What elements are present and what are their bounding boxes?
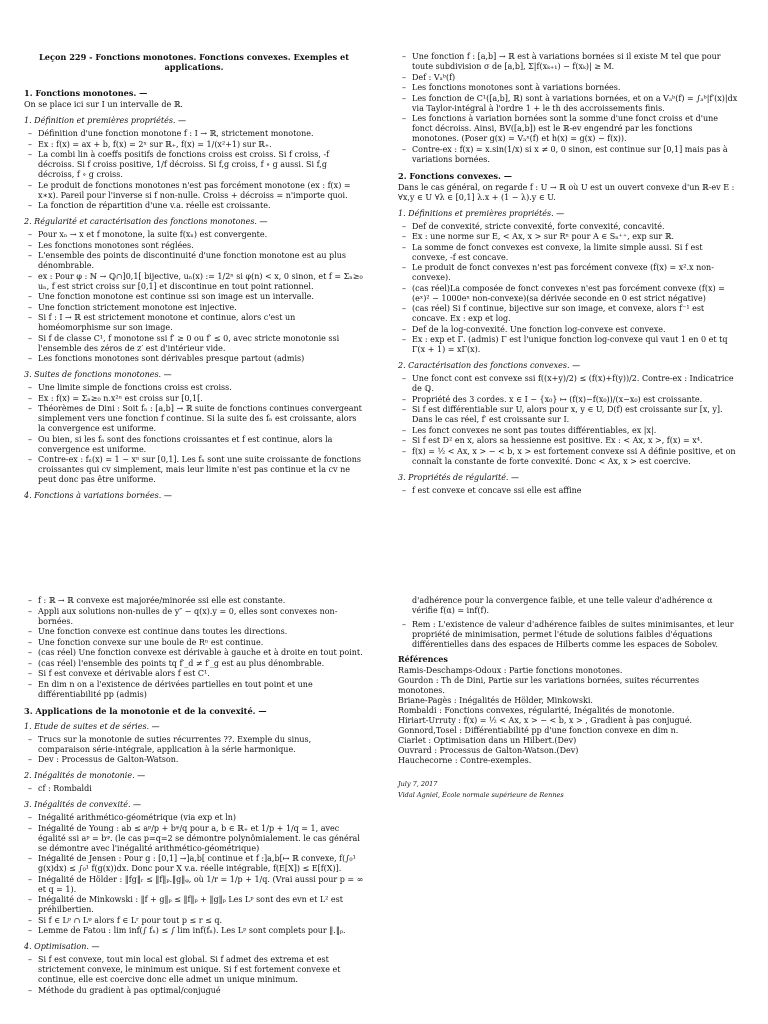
list-item: – (cas réel)La composée de fonct convexes n'est pas forcément convexe (f(x) = (eˣ)² − 1000eˣ non-convexe)(sa dérivée seconde en 0 est strict négative) <box>412 284 738 304</box>
list-item: – Def de la log-convexité. Une fonction log-convexe est convexe. <box>412 325 738 335</box>
bullet-list <box>398 620 738 650</box>
left-column-bottom <box>24 596 364 996</box>
reference-item: Gourdon : Th de Dini, Partie sur les variations bornées, suites récurrentes monotones. <box>398 676 700 695</box>
list-item: – Si f de classe C¹, f monotone ssi f′ ≥ 0 ou f′ ≤ 0, avec stricte monotonie ssi l'ensemble des zéros de z′ est d'intérieur vide. <box>38 334 364 354</box>
bullet-list <box>24 784 364 794</box>
list-item: – Les fonction de C¹([a,b], ℝ) sont à variations bornées, et on a Vₐᵇ(f) = ∫ₐᵇ|f′(x)|dx via Taylor-intégral à l'ordre 1 + le th des accroissements finis. <box>412 94 738 114</box>
list-item: – Dev : Processus de Galton-Watson. <box>38 755 364 765</box>
list-item: – Def de convexité, stricte convexité, forte convexité, concavité. <box>412 222 738 232</box>
list-item: – Une fonction f : [a,b] → ℝ est à variations bornées si il existe M tel que pour toute subdivision σ de [a,b], Σ|f(xₖ₊₁) − f(xₖ)| ≥ M. <box>412 52 738 72</box>
bullet-list <box>24 955 364 996</box>
list-item: – Si f est D² en x, alors sa hessienne est positive. Ex : < Ax, x >, f(x) = x⁴. <box>412 436 738 446</box>
list-item: – (cas réel) l'ensemble des points tq f′_d ≠ f′_g est au plus dénombrable. <box>38 659 364 669</box>
list-item: – Propriété des 3 cordes. x ∈ I − {x₀} ↦ (f(x)−f(x₀))/(x−x₀) est croissante. <box>412 395 738 405</box>
list-item: – Les fonct convexes ne sont pas toutes différentiables, ex |x|. <box>412 426 738 436</box>
list-item: – Pour xₙ → x et f monotone, la suite f(xₙ) est convergente. <box>38 230 364 240</box>
subsection-heading: 4. Fonctions à variations bornées. — <box>24 491 172 500</box>
list-item: – f est convexe et concave ssi elle est affine <box>412 486 738 496</box>
list-item: – Ex : f(x) = ax + b, f(x) = 2ˣ sur ℝ₊, f(x) = 1/(x²+1) sur ℝ₊. <box>38 140 364 150</box>
reference-item: Ramis-Deschamps-Odoux : Partie fonctions monotones. <box>398 666 623 675</box>
bullet-list <box>398 374 738 467</box>
subsection-heading: 2. Régularité et caractérisation des fonctions monotones. — <box>24 217 268 226</box>
bullet-list <box>24 813 364 936</box>
section-intro: On se place ici sur I un intervalle de ℝ. <box>24 100 183 109</box>
section-heading: 1. Fonctions monotones. — <box>24 88 148 98</box>
list-item: – Définition d'une fonction monotone f : I → ℝ, strictement monotone. <box>38 129 364 139</box>
list-item: – Si f : I → ℝ est strictement monotone et continue, alors c'est un homéomorphisme sur son image. <box>38 313 364 333</box>
list-item: – Les fonctions monotones sont dérivables presque partout (admis) <box>38 354 364 364</box>
reference-item: Hiriart-Urruty : f(x) = ½ < Ax, x > − < b, x > , Gradient à pas conjugué. <box>398 716 693 725</box>
list-item: – Si f est convexe et dérivable alors f est C¹. <box>38 669 364 679</box>
right-column-bottom <box>398 596 738 800</box>
list-item: – ex : Pour φ : ℕ → ℚ∩]0,1[ bijective, uₙ(x) := 1/2ⁿ si φ(n) < x, 0 sinon, et f = Σₙ≥₀ uₙ, f est strict croiss sur [0,1] et discontinue en tout point rationnel. <box>38 272 364 292</box>
list-item: – (cas réel) Une fonction convexe est dérivable à gauche et à droite en tout point. <box>38 648 364 658</box>
list-item: – Contre-ex : fₙ(x) = 1 − xⁿ sur [0,1]. Les fₙ sont une suite croissante de fonctions croissantes qui cv simplement, mais leur limite n'est pas continue et la cv ne peut donc pas être uniforme. <box>38 455 364 485</box>
list-item: – Les fonctions monotones sont à variations bornées. <box>412 83 738 93</box>
list-item: – Inégalité de Young : ab ≤ aᵖ/p + bᵠ/q pour a, b ∈ ℝ₊ et 1/p + 1/q = 1, avec égalité ssi aᵖ = bᵠ. (le cas p=q=2 se démontre polynômialement. le cas général se démontre avec l'inégalité arithmético-géométrique) <box>38 824 364 854</box>
list-item: – Ex : une norme sur E, < Ax, x > sur Rⁿ pour A ∈ Sₙ⁺⁺, exp sur ℝ. <box>412 232 738 242</box>
list-item: – f : ℝ → ℝ convexe est majorée/minorée ssi elle est constante. <box>38 596 364 606</box>
subsection-heading: 3. Inégalités de convexité. — <box>24 800 142 809</box>
continued-text: d'adhérence pour la convergence faible, et une telle valeur d'adhérence α vérifie f(α) = inf(f). <box>412 596 713 615</box>
list-item: – Rem : L'existence de valeur d'adhérence faibles de suites minimisantes, et leur propriété de minimisation, permet l'étude de solutions faibles d'équations différentielles dans des espaces de Hilberts comme les espaces de Sobolev. <box>412 620 738 650</box>
list-item: – Le produit de fonctions monotones n'est pas forcément monotone (ex : f(x) = x∗x). Pareil pour l'inverse si f non-nulle. Croiss + décroiss = n'importe quoi. <box>38 181 364 201</box>
list-item: – La combi lin à coeffs positifs de fonctions croiss est croiss. Si f croiss, -f décroiss. Si f croiss positive, 1/f décroiss. Si f,g croiss, f ∘ g aussi. Si f,g décroiss, f ∘ g croiss. <box>38 150 364 180</box>
reference-item: Gonnord,Tosel : Différentiabilité pp d'une fonction convexe en dim n. <box>398 726 679 735</box>
list-item: – Théorèmes de Dini : Soit fₙ : [a,b] → ℝ suite de fonctions continues convergeant simplement vers une fonction f continue. Si la suite des fₙ est croissante, alors la convergence est uniforme. <box>38 404 364 434</box>
references-heading: Références <box>398 654 448 664</box>
subsection-heading: 3. Suites de fonctions monotones. — <box>24 370 172 379</box>
list-item: – Trucs sur la monotonie de suties récurrentes ??. Exemple du sinus, comparaison série-intégrale, application à la série harmonique. <box>38 735 364 755</box>
list-item: – Le produit de fonct convexes n'est pas forcément convexe (f(x) = x².x non-convexe). <box>412 263 738 283</box>
list-item: – Une limite simple de fonctions croiss est croiss. <box>38 383 364 393</box>
list-item: – Les fonctions à variation bornées sont la somme d'une fonct croiss et d'une fonct décroiss. Ainsi, BV([a,b]) est le ℝ-ev engendré par les fonctions monotones. (Poser g(x) = Vₐˣ(f) et h(x) = g(x) − f(x)). <box>412 114 738 144</box>
bullet-list <box>24 383 364 485</box>
list-item: – En dim n on a l'existence de dérivées partielles en tout point et une différentiabilité pp (admis) <box>38 680 364 700</box>
list-item: – Inégalité de Hölder : ‖fg‖ᵣ ≤ ‖f‖ₚ.‖g‖ᵩ, où 1/r = 1/p + 1/q. (Vrai aussi pour p = ∞ et q = 1). <box>38 875 364 895</box>
bullet-list <box>398 52 738 165</box>
list-item: – Inégalité arithmético-géométrique (via exp et ln) <box>38 813 364 823</box>
list-item: – La somme de fonct convexes est convexe, la limite simple aussi. Si f est convexe, -f est concave. <box>412 243 738 263</box>
bullet-list <box>398 486 738 496</box>
bullet-list <box>24 735 364 766</box>
list-item: – Inégalité de Minkowski : ‖f + g‖ₚ ≤ ‖f‖ₚ + ‖g‖ₚ Les Lᵖ sont des evn et L² est préhilbertien. <box>38 895 364 915</box>
section-heading: 3. Applications de la monotonie et de la convexité. — <box>24 705 267 716</box>
section-heading: 2. Fonctions convexes. — <box>398 170 512 181</box>
section-monotone-functions <box>24 82 364 504</box>
subsection-heading: 1. Définitions et premières propriétés. — <box>398 208 565 218</box>
list-item: – Ex : exp et Γ. (admis) Γ est l'unique fonction log-convexe qui vaut 1 en 0 et tq Γ(x + 1) = xΓ(x). <box>412 335 738 355</box>
document-author: Vidal Agniel, École normale supérieure de Rennes <box>398 791 564 799</box>
bullet-list <box>24 129 364 211</box>
list-item: – Une fonct cont est convexe ssi f((x+y)/2) ≤ (f(x)+f(y))/2. Contre-ex : Indicatrice de ℚ. <box>412 374 738 394</box>
list-item: – Def : Vₐᵇ(f) <box>412 73 738 83</box>
list-item: – Ou bien, si les fₙ sont des fonctions croissantes et f est continue, alors la convergence est uniforme. <box>38 435 364 455</box>
list-item: – f(x) = ½ < Ax, x > − < b, x > est fortement convexe ssi A définie positive, et on connaît la constante de forte convexité. Donc < Ax, x > est coercive. <box>412 447 738 467</box>
bullet-list <box>398 222 738 356</box>
list-item: – cf : Rombaldi <box>38 784 364 794</box>
subsection-heading: 2. Caractérisation des fonctions convexes. — <box>398 361 581 370</box>
reference-item: Hauchecorne : Contre-exemples. <box>398 756 532 765</box>
list-item: – Ex : f(x) = Σₙ≥₀ n.x²ⁿ est croiss sur [0,1[. <box>38 394 364 404</box>
list-item: – Une fonction convexe sur une boule de Rⁿ est continue. <box>38 638 364 648</box>
list-item: – Lemme de Fatou : lim inf(∫ fₙ) ≤ ∫ lim inf(fₙ). Les Lᵖ sont complets pour ‖.‖ₚ. <box>38 926 364 936</box>
reference-item: Ciarlet : Optimisation dans un Hilbert.(Dev) <box>398 736 577 745</box>
list-item: – Si f est différentiable sur U, alors pour x, y ∈ U, D(f) est croissante sur [x, y]. Dans le cas réel, f′ est croissante sur I. <box>412 405 738 425</box>
document-date: July 7, 2017 <box>398 780 438 788</box>
list-item: – Inégalité de Jensen : Pour g : [0,1] →]a,b[ continue et f :]a,b[↦ ℝ convexe, f(∫₀¹ g(x)dx) ≤ ∫₀¹ f(g(x))dx. Donc pour X v.a. réelle intégrable, f(E[X]) ≤ E[f(X)]. <box>38 854 364 874</box>
reference-item: Ouvrard : Processus de Galton-Watson.(Dev) <box>398 746 579 755</box>
list-item: – Les fonctions monotones sont réglées. <box>38 241 364 251</box>
bullet-list <box>24 230 364 364</box>
subsection-heading: 2. Inégalités de monotonie. — <box>24 771 146 780</box>
list-item: – Contre-ex : f(x) = x.sin(1/x) si x ≠ 0, 0 sinon, est continue sur [0,1] mais pas à variations bornées. <box>412 145 738 165</box>
list-item: – Une fonction strictement monotone est injective. <box>38 303 364 313</box>
section-intro: Dans le cas général, on regarde f : U → ℝ où U est un ouvert convexe d'un ℝ-ev E : ∀x,y ∈ U ∀λ ∈ [0,1] λ.x + (1 − λ).y ∈ U. <box>398 182 735 202</box>
bullet-list <box>24 596 364 700</box>
list-item: – L'ensemble des points de discontinuité d'une fonction monotone est au plus dénombrable. <box>38 251 364 271</box>
lesson-title: Leçon 229 - Fonctions monotones. Fonctions convexes. Exemples et applications. <box>39 52 349 72</box>
list-item: – Une fonction monotone est continue ssi son image est un intervalle. <box>38 292 364 302</box>
list-item: – Appli aux solutions non-nulles de y″ − q(x).y = 0, elles sont convexes non-bornées. <box>38 607 364 627</box>
list-item: – Méthode du gradient à pas optimal/conjugué <box>38 986 364 996</box>
reference-item: Briane-Pagès : Inégalités de Hölder, Minkowski. <box>398 696 593 705</box>
list-item: – (cas réel) Si f continue, bijective sur son image, et convexe, alors f⁻¹ est concave. Ex : exp et log. <box>412 304 738 324</box>
subsection-heading: 3. Propriétés de régularité. — <box>398 472 520 482</box>
right-column-top <box>398 52 738 496</box>
subsection-heading: 4. Optimisation. — <box>24 942 100 951</box>
list-item: – Si f ∈ Lᵖ ∩ Lᵠ alors f ∈ Lʳ pour tout p ≤ r ≤ q. <box>38 916 364 926</box>
subsection-heading: 1. Etude de suites et de séries. — <box>24 721 160 731</box>
subsection-heading: 1. Définition et premières propriétés. — <box>24 116 187 125</box>
list-item: – La fonction de répartition d'une v.a. réelle est croissante. <box>38 201 364 211</box>
list-item: – Si f est convexe, tout min local est global. Si f admet des extrema et est strictement convexe, le minimum est unique. Si f est fortement convexe et continue, elle est coercive donc elle admet un unique minimum. <box>38 955 364 985</box>
reference-item: Rombaldi : Fonctions convexes, régularité, Inégalités de monotonie. <box>398 706 675 715</box>
list-item: – Une fonction convexe est continue dans toutes les directions. <box>38 627 364 637</box>
